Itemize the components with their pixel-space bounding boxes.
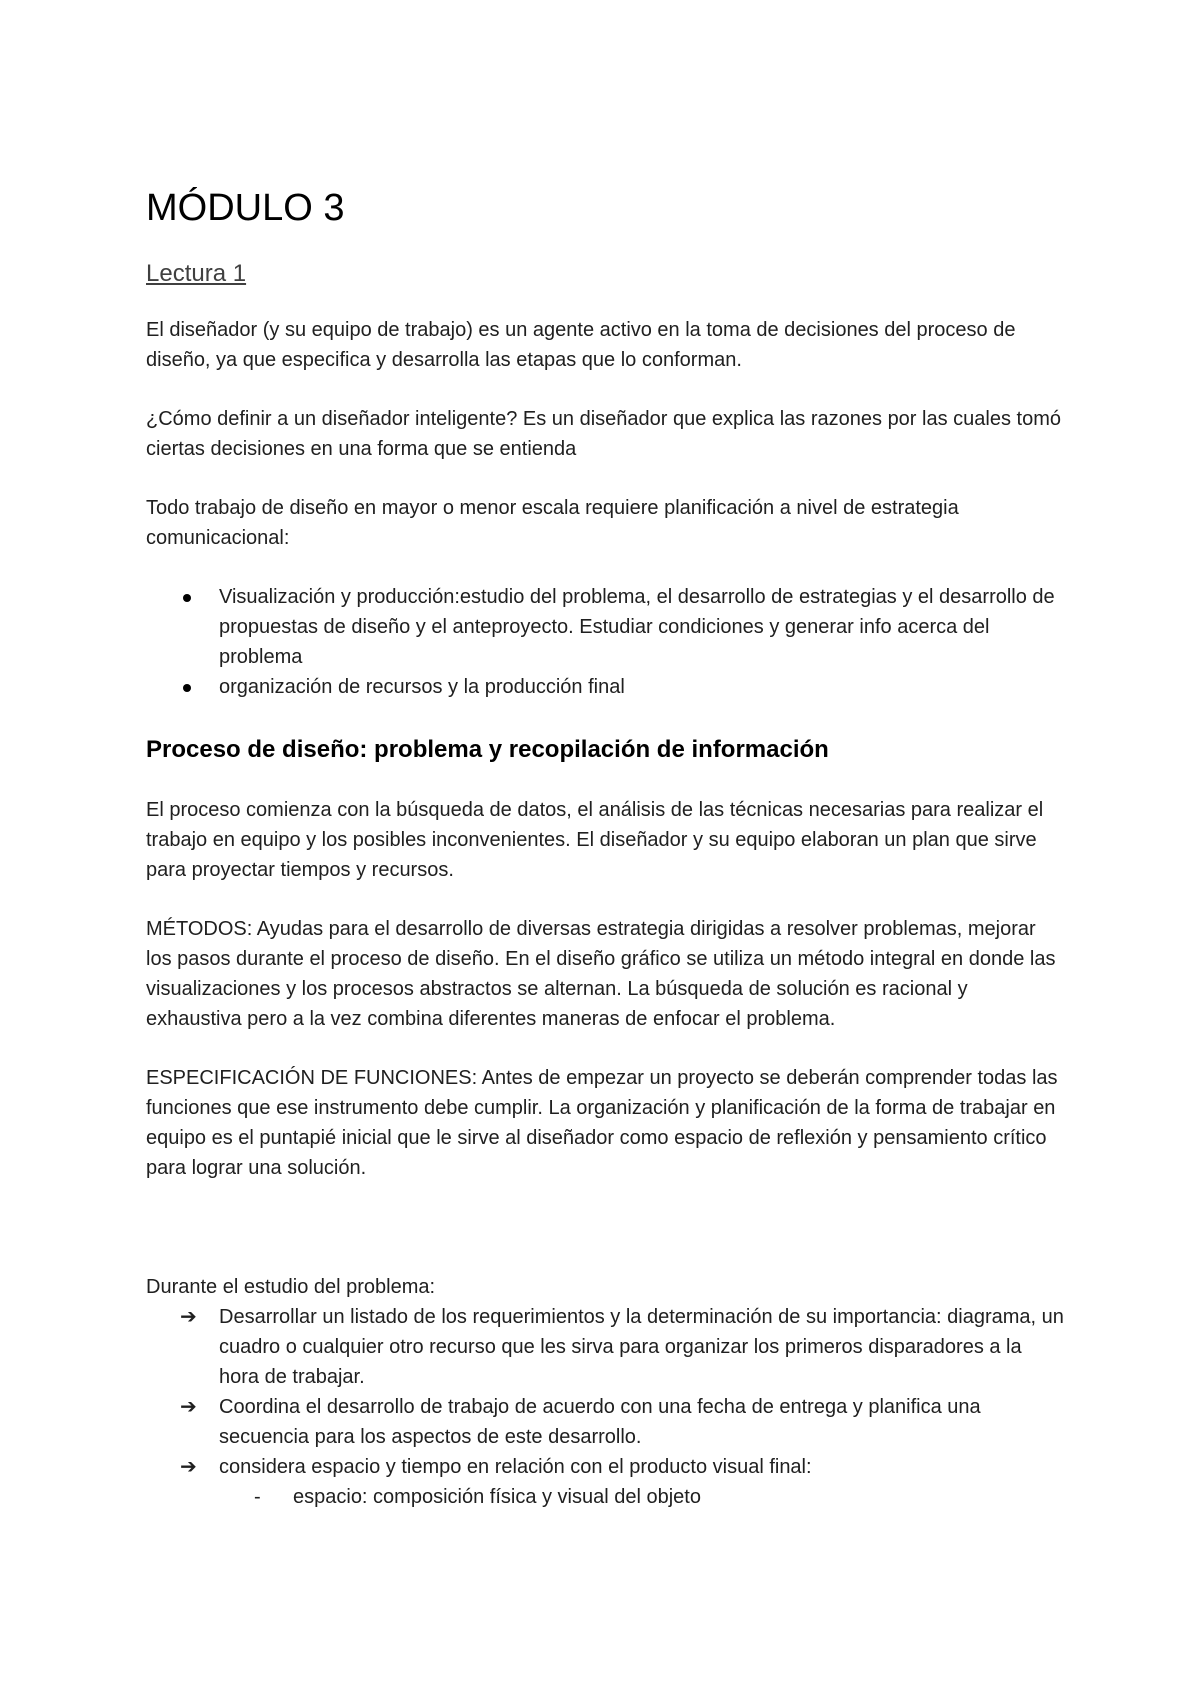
arrow-right-icon: ➔	[180, 1396, 197, 1418]
bullet-item-text: organización de recursos y la producción final	[219, 676, 625, 698]
paragraph-functions: ESPECIFICACIÓN DE FUNCIONES: Antes de empezar un proyecto se deberán comprender todas las funciones que ese instrumento debe cumplir. La organización y planificación de la forma de trabajar en equipo es el puntapié inicial que le sirve al diseñador como espacio de reflexión y pensamiento crítico para lograr una solución.	[146, 1067, 1058, 1179]
dash-item	[146, 1482, 1066, 1512]
paragraph-study: Durante el estudio del problema:	[146, 1276, 436, 1298]
arrow-item	[146, 1302, 1066, 1392]
arrow-item	[146, 1392, 1066, 1452]
bullet-dot-icon	[183, 594, 191, 602]
bullet-item	[146, 672, 1066, 702]
dash-item-text: espacio: composición física y visual del objeto	[293, 1486, 701, 1508]
section-heading: Proceso de diseño: problema y recopilación de información	[146, 736, 829, 763]
dash-list	[146, 1482, 1066, 1512]
paragraph-question: ¿Cómo definir a un diseñador inteligente? Es un diseñador que explica las razones por las cuales tomó ciertas decisiones en una forma que se entienda	[146, 408, 1061, 460]
paragraph-intro: El diseñador (y su equipo de trabajo) es un agente activo en la toma de decisiones del proceso de diseño, ya que especifica y desarrolla las etapas que lo conforman.	[146, 319, 1016, 371]
document-content	[146, 186, 1066, 1512]
arrow-item	[146, 1452, 1066, 1482]
arrow-item-text: Coordina el desarrollo de trabajo de acuerdo con una fecha de entrega y planifica una secuencia para los aspectos de este desarrollo.	[219, 1396, 981, 1448]
bullet-item-text: Visualización y producción:estudio del problema, el desarrollo de estrategias y el desarrollo de propuestas de diseño y el anteproyecto. Estudiar condiciones y generar info acerca del problema	[219, 586, 1055, 668]
dash-marker: -	[254, 1486, 261, 1508]
arrow-item-text: Desarrollar un listado de los requerimientos y la determinación de su importancia: diagrama, un cuadro o cualquier otro recurso que les sirva para organizar los primeros disparadores a la hora de trabajar.	[219, 1306, 1064, 1388]
document-title: MÓDULO 3	[146, 187, 345, 229]
bullet-dot-icon	[183, 684, 191, 692]
paragraph-planning: Todo trabajo de diseño en mayor o menor escala requiere planificación a nivel de estrategia comunicacional:	[146, 497, 959, 549]
document-subtitle: Lectura 1	[146, 260, 247, 287]
arrow-list	[146, 1302, 1066, 1482]
arrow-item-text: considera espacio y tiempo en relación con el producto visual final:	[219, 1456, 812, 1478]
arrow-right-icon: ➔	[180, 1306, 197, 1328]
paragraph-methods: MÉTODOS: Ayudas para el desarrollo de diversas estrategia dirigidas a resolver problemas, mejorar los pasos durante el proceso de diseño. En el diseño gráfico se utiliza un método integral en donde las visualizaciones y los procesos abstractos se alternan. La búsqueda de solución es racional y exhaustiva pero a la vez combina diferentes maneras de enfocar el problema.	[146, 918, 1056, 1030]
bullet-item	[146, 582, 1066, 672]
paragraph-process: El proceso comienza con la búsqueda de datos, el análisis de las técnicas necesarias para realizar el trabajo en equipo y los posibles inconvenientes. El diseñador y su equipo elaboran un plan que sirve para proyectar tiempos y recursos.	[146, 799, 1044, 881]
bullet-list	[146, 582, 1066, 702]
arrow-right-icon: ➔	[180, 1456, 197, 1478]
